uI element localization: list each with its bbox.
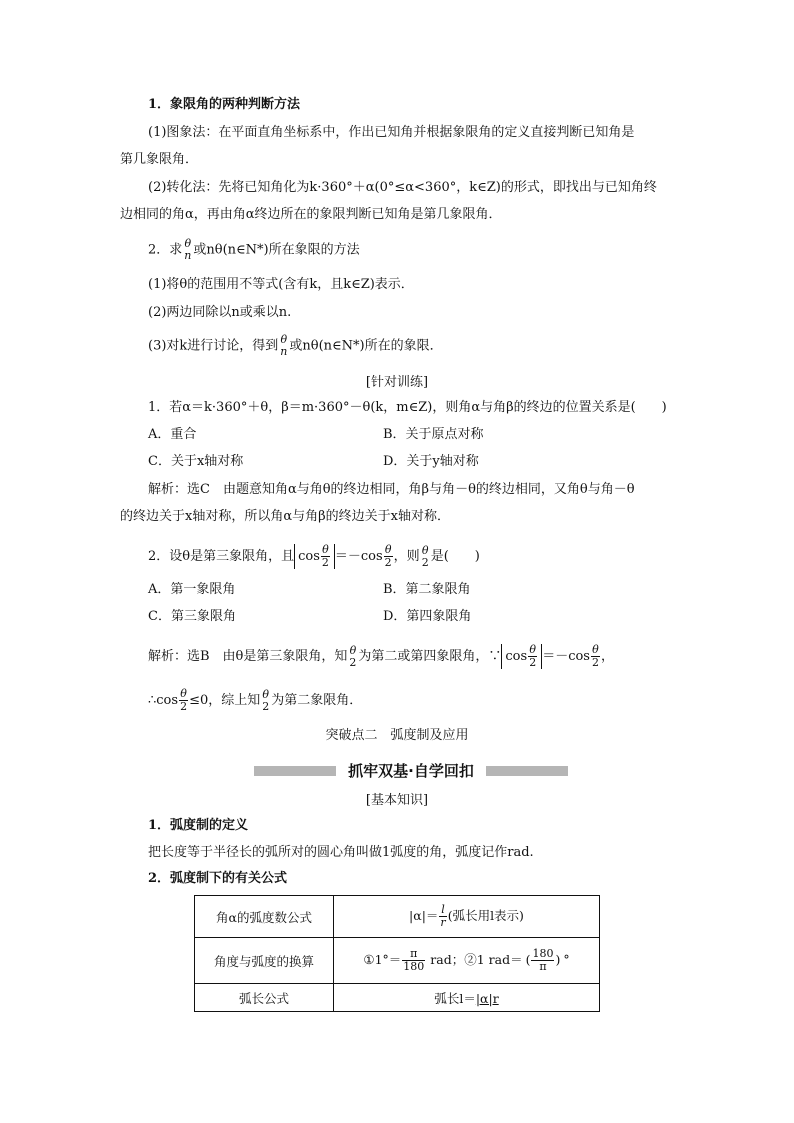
q2-option-b: B．第二象限角: [383, 582, 471, 597]
q2-option-d: D．第四象限角: [383, 609, 472, 624]
q1-solution-line1: 解析：选C 由题意知角α与角θ的终边相同，角β与角－θ的终边相同，又角θ与角－θ: [148, 482, 635, 497]
table-row: [195, 938, 600, 984]
row3-formula: 弧长l＝|α|r: [334, 984, 600, 1012]
step1: (1)将θ的范围用不等式(含有k，且k∈Z)表示．: [148, 277, 414, 292]
q2-option-a: A．第一象限角: [148, 582, 236, 597]
formula-title: 2．弧度制下的有关公式: [148, 871, 288, 886]
method2-line2: 边相同的角α，再由角α终边所在的象限判断已知角是第几象限角．: [120, 207, 502, 222]
section-title-quadrant-methods: 1．象限角的两种判断方法: [148, 97, 301, 112]
sec2-title-b: 或nθ(n∈N*)所在象限的方法: [193, 242, 360, 258]
step3: (3)对k进行讨论，得到 θ n 或nθ(n∈N*)所在的象限．: [148, 333, 443, 358]
section-title-n-theta: [148, 238, 360, 262]
row3-label: 弧长公式: [195, 984, 334, 1012]
breakthrough-point-title: 突破点二 弧度制及应用: [325, 728, 469, 743]
drill-title: [针对训练]: [365, 375, 429, 390]
banner-right-bar: [486, 766, 568, 776]
method1-line2: 第几象限角．: [120, 152, 199, 167]
banner-text: 抓牢双基·自学回扣: [348, 762, 474, 780]
theta-over-n-fraction: θ n: [280, 333, 288, 358]
row2-formula: ①1°＝ $\frac{\pi}{180}$ rad；②1 rad＝ ( $\frac{180}{\pi}$ ) °: [334, 938, 600, 984]
radian-definition-title: 1．弧度制的定义: [148, 818, 249, 833]
basic-knowledge-title: [基本知识]: [365, 793, 429, 808]
banner-left-bar: [254, 766, 336, 776]
q2-solution: 解析：选B 由θ是第三象限角，知 θ 2 为第二或第四象限角，∵ cos $\frac{\theta}{2}$ ＝－cos $\frac{\theta}{2}$ ，: [148, 643, 614, 669]
q1-stem: 1．若α＝k·360°＋θ，β＝m·360°－θ(k，m∈Z)，则角α与角β的终边的位置关系是( ): [148, 400, 667, 415]
method1-line1: (1)图象法：在平面直角坐标系中，作出已知角并根据象限角的定义直接判断已知角是: [148, 125, 635, 140]
table-row: [195, 896, 600, 938]
step2: (2)两边同除以n或乘以n.: [148, 305, 292, 320]
q1-option-d: D．关于y轴对称: [383, 454, 479, 469]
row2-label: 角度与弧度的换算: [195, 938, 334, 984]
q1-solution-line2: 的终边关于x轴对称，所以角α与角β的终边关于x轴对称．: [120, 509, 450, 524]
abs-cos-half-theta: cos $\frac{\theta}{2}$: [294, 544, 335, 569]
table-row: [195, 984, 600, 1012]
row1-label: 角α的弧度数公式: [195, 896, 334, 938]
radian-definition-text: 把长度等于半径长的弧所对的圆心角叫做1弧度的角，弧度记作rad.: [148, 845, 534, 860]
sec2-title-a: 2．求: [148, 242, 183, 258]
q1-option-b: B．关于原点对称: [383, 427, 484, 442]
row1-formula: |α|＝ $\frac{l}{r}$ (弧长用l表示): [334, 896, 600, 938]
q2-conclusion: ∴cos $\frac{\theta}{2}$ ≤0，综上知 θ 2 为第二象限角．: [148, 687, 363, 713]
q1-option-a: A．重合: [148, 427, 197, 442]
q2-stem: 2．设θ是第三象限角，且 cos $\frac{\theta}{2}$ ＝－cos $\frac{\theta}{2}$ ，则 θ 2 是( ): [148, 543, 480, 569]
section-banner: [254, 760, 568, 782]
q2-option-c: C．第三象限角: [148, 609, 236, 624]
method2-line1: (2)转化法：先将已知角化为k·360°＋α(0°≤α<360°，k∈Z)的形式，即找出与已知角终: [148, 180, 657, 195]
radian-formula-table: [194, 895, 600, 1012]
theta-over-n-fraction: θ n: [184, 237, 192, 262]
q1-option-c: C．关于x轴对称: [148, 454, 244, 469]
